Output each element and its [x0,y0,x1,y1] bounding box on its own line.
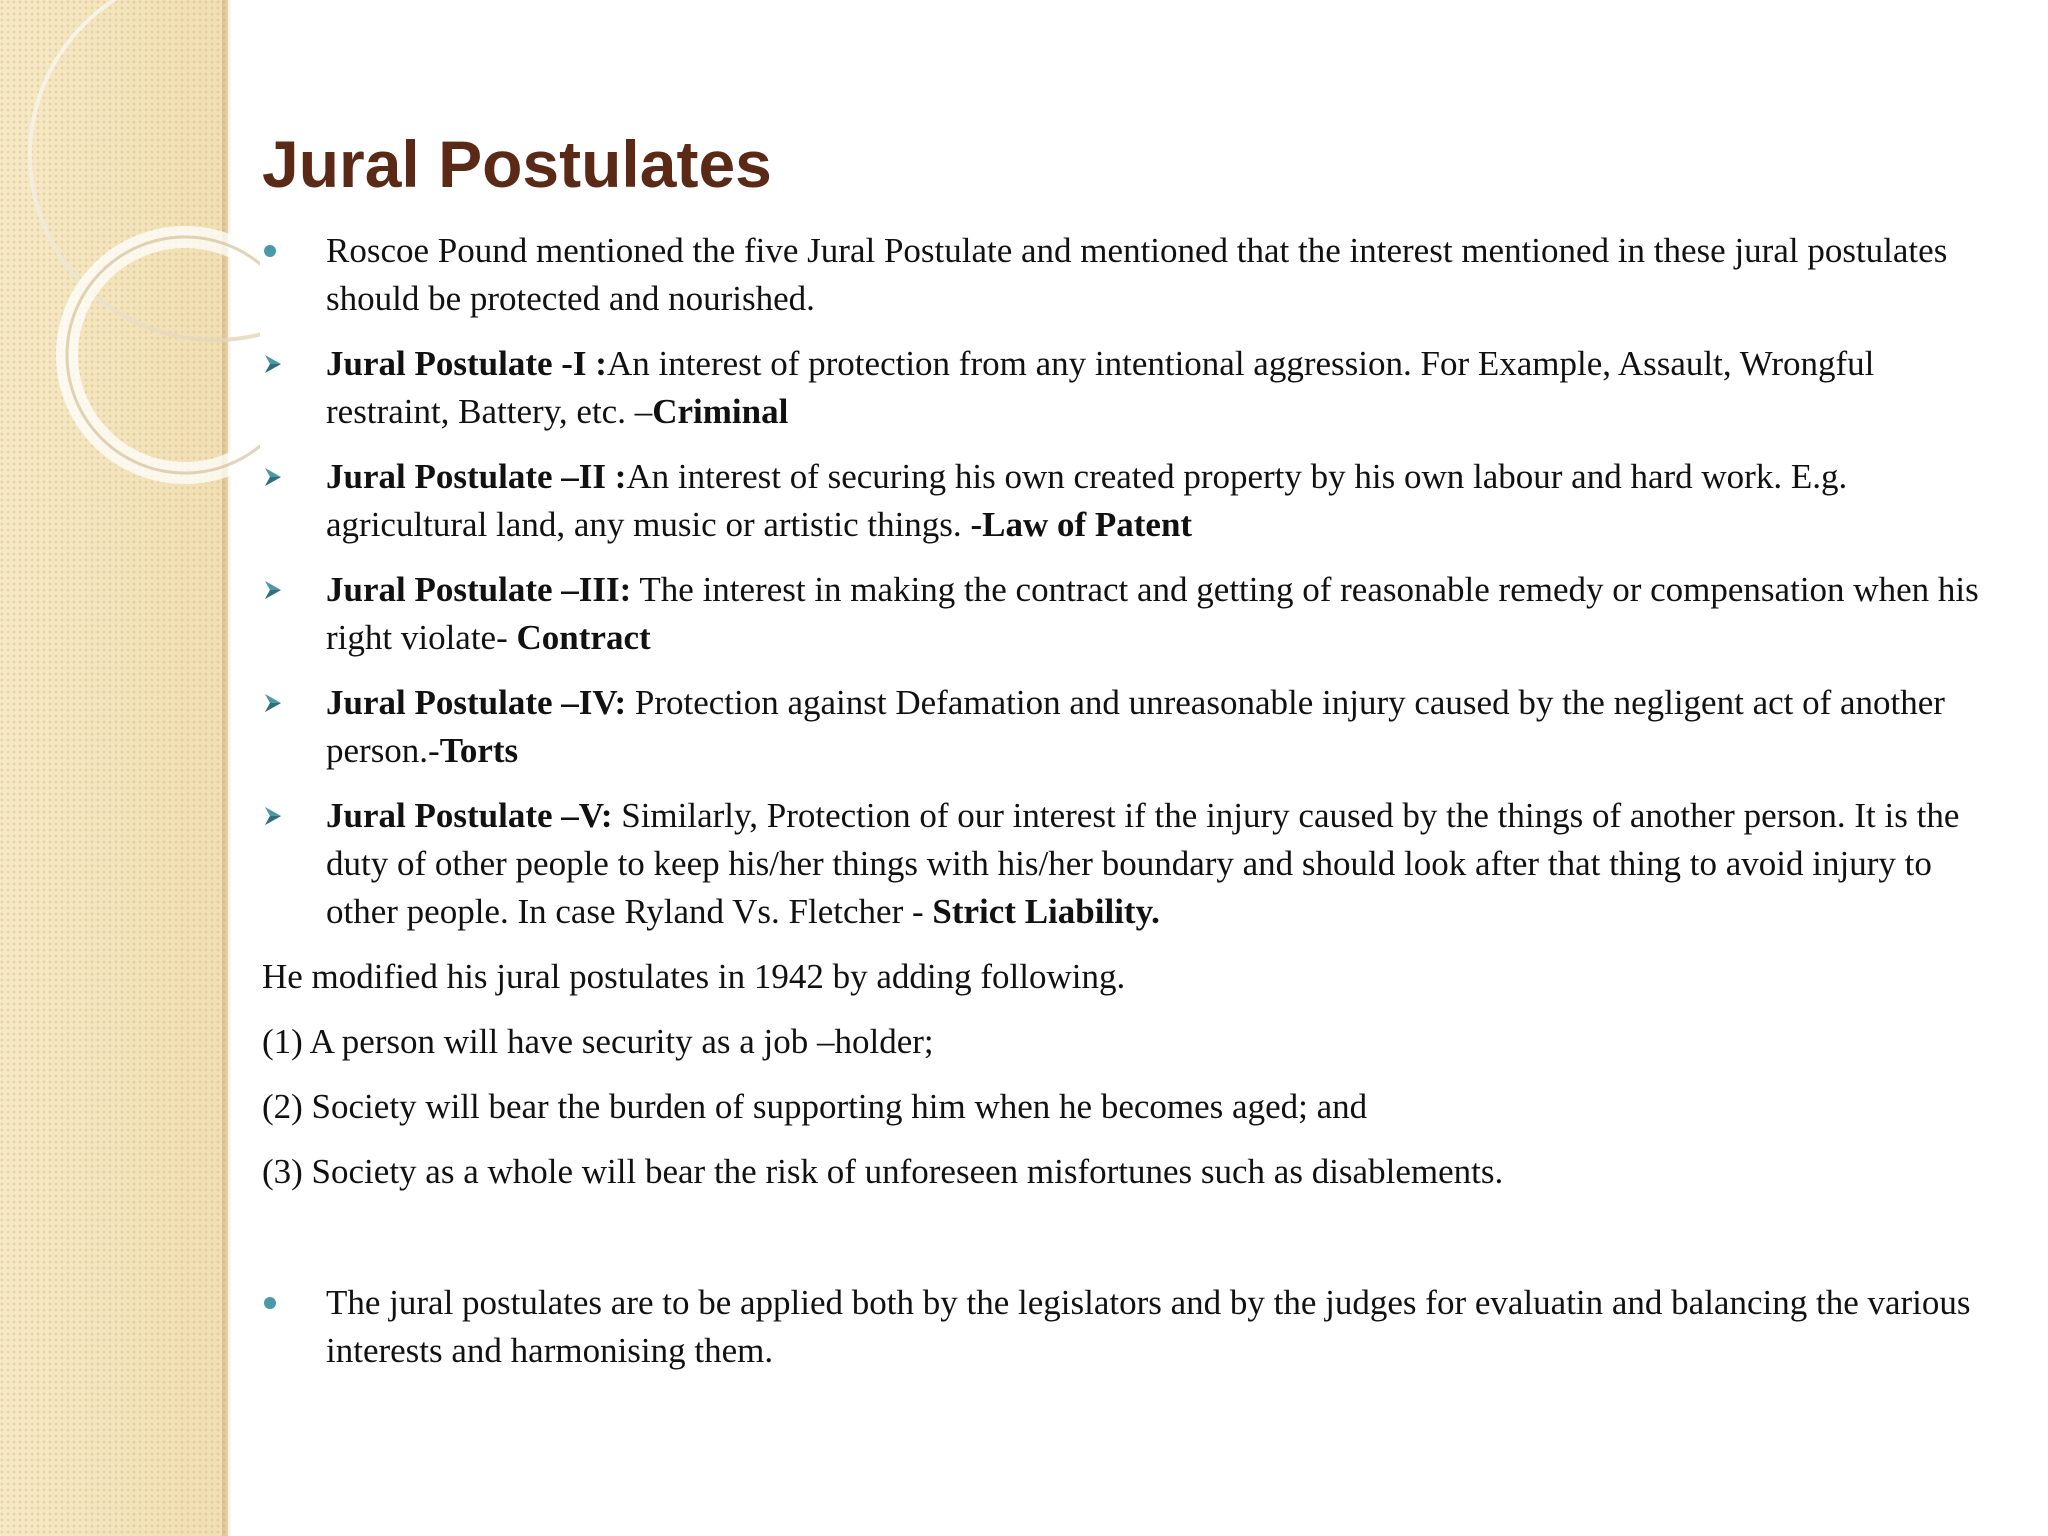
postulate-text: The interest in making the contract and getting of reasonable remedy or compensation when his right violate- [326,569,1979,657]
postulate-label: Jural Postulate –II : [326,456,627,496]
intro-text: Roscoe Pound mentioned the five Jural Postulate and mentioned that the interest mentioned in these jural postulates should be protected and nourished. [326,230,1948,318]
addition-2: (2) Society will bear the burden of supporting him when he becomes aged; and [262,1086,1368,1126]
arrow-bullet-icon [262,566,302,614]
dot-bullet-icon [262,227,302,275]
postulate-text: Protection against Defamation and unreasonable injury caused by the negligent act of another person.- [326,682,1945,770]
postulate-label: Jural Postulate –III: [326,569,632,609]
arrow-bullet-icon [262,453,302,501]
arrow-bullet-icon [262,340,302,388]
modified-intro: He modified his jural postulates in 1942 by adding following. [262,956,1126,996]
arrow-bullet-icon [262,792,302,840]
postulate-tag: -Law of Patent [970,504,1193,544]
postulate-label: Jural Postulate –V: [326,795,613,835]
bullet-closing [262,1279,2002,1375]
addition-3: (3) Society as a whole will bear the risk of unforeseen misfortunes such as disablements. [262,1151,1504,1191]
postulate-tag: Criminal [652,391,789,431]
postulate-label: Jural Postulate –IV: [326,682,627,722]
postulate-1 [262,340,2002,436]
spacer [262,1213,2002,1279]
postulate-label: Jural Postulate -I : [326,343,607,383]
closing-text: The jural postulates are to be applied both by the legislators and by the judges for evaluatin and balancing the various interests and harmonising them. [326,1282,1971,1370]
slide-title: Jural Postulates [262,127,772,201]
slide-content [262,128,2002,1392]
postulate-3 [262,566,2002,662]
postulate-2 [262,453,2002,549]
postulate-4 [262,679,2002,775]
bullet-intro [262,227,2002,323]
postulate-tag: Strict Liability. [932,891,1160,931]
postulate-text: An interest of protection from any intentional aggression. For Example, Assault, Wrongful restraint, Battery, etc. – [326,343,1875,431]
rings-decoration-icon [0,0,260,520]
postulate-tag: Contract [516,617,651,657]
postulate-text: An interest of securing his own created property by his own labour and hard work. E.g. agricultural land, any music or artistic things. [326,456,1848,544]
arrow-bullet-icon [262,679,302,727]
dot-bullet-icon [262,1279,302,1327]
postulate-5 [262,792,2002,936]
postulate-text: Similarly, Protection of our interest if the injury caused by the things of another person. It is the duty of other people to keep his/her things with his/her boundary and should look after that thing to avoid injury to other people. In case Ryland Vs. Fletcher - [326,795,1960,931]
postulate-tag: Torts [439,730,519,770]
addition-1: (1) A person will have security as a job –holder; [262,1021,934,1061]
